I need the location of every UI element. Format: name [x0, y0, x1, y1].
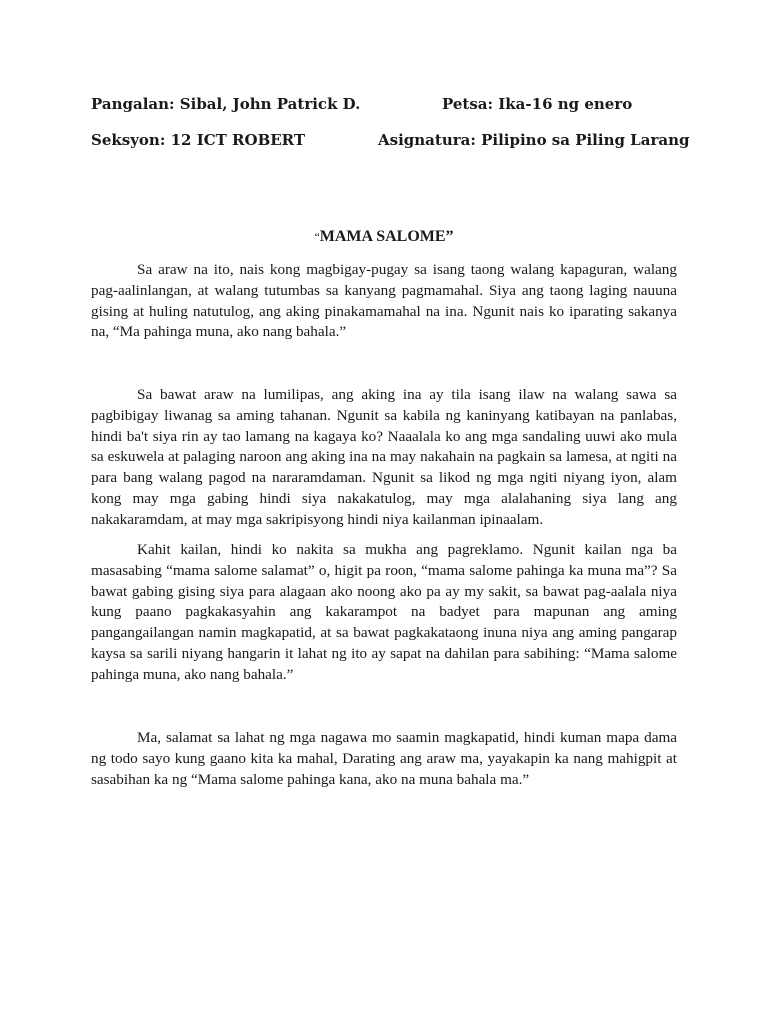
student-name: Pangalan: Sibal, John Patrick D.	[91, 95, 361, 113]
paragraph-4: Ma, salamat sa lahat ng mga nagawa mo saamin magkapatid, hindi kuman mapa dama ng todo sayo kung gaano kita ka mahal, Darating ang araw ma, yayakapin ka nang mahigpit at sasabihan ka ng “Mama salome pahinga kana, ako na muna bahala ma.”	[91, 729, 677, 788]
section-label: Seksyon: 12 ICT ROBERT	[91, 131, 306, 149]
paragraph-2: Sa bawat araw na lumilipas, ang aking ina ay tila isang ilaw na walang sawa sa pagbibigay liwanag sa aming tahanan. Ngunit sa kabila ng kaninyang katibayan na panlabas, hindi ba't siya rin ay tao lamang na kagaya ko? Naaalala ko ang mga sandaling uuwi ako mula sa eskuwela at palaging naroon ang aking ina na may nakahain na pagkain sa lamesa, at ngiti na para bang walang pagod na nararamdaman. Ngunit sa likod ng mga ngiti niyang iyon, alam kong may mga gabing hindi siya nakakatulog, may mga alalahaning siya lang ang nakakaramdam, at may mga sakripisyong hindi niya kailanman ipinaalam.	[91, 386, 677, 528]
paragraph-3: Kahit kailan, hindi ko nakita sa mukha ang pagreklamo. Ngunit kailan nga ba masasabing “mama salome salamat” o, higit pa roon, “mama salome pahinga ka muna ma”? Sa bawat gabing gising siya para alagaan ako noong ako pa ay my sakit, sa bawat pag-aalala niya kung paano pagkakasyahin ang kakarampot na badyet para mapunan ang aming pangangailangan namin magkapatid, at sa bawat pagkakataong inuna niya ang aming pangarap kaysa sa sarili niyang hangarin it lahat ng ito ay sapat na dahilan para sabihing: “Mama salome pahinga muna, ako nang bahala.”	[91, 541, 677, 683]
title-text: MAMA SALOME”	[319, 228, 454, 245]
date-label: Petsa: Ika-16 ng enero	[442, 95, 633, 113]
title-open-quote: “	[314, 230, 320, 244]
paragraph-1: Sa araw na ito, nais kong magbigay-pugay sa isang taong walang kapaguran, walang pag-aalinlangan, at walang tutumbas sa kanyang pagmamahal. Siya ang taong laging nauuna gising at huling natutulog, ang aking pinakamamahal na ina. Ngunit nais ko iparating sakanya na, “Ma pahinga muna, ako nang bahala.”	[91, 261, 677, 341]
essay-title	[0, 227, 768, 247]
subject-label: Asignatura: Pilipino sa Piling Larang	[378, 131, 690, 149]
